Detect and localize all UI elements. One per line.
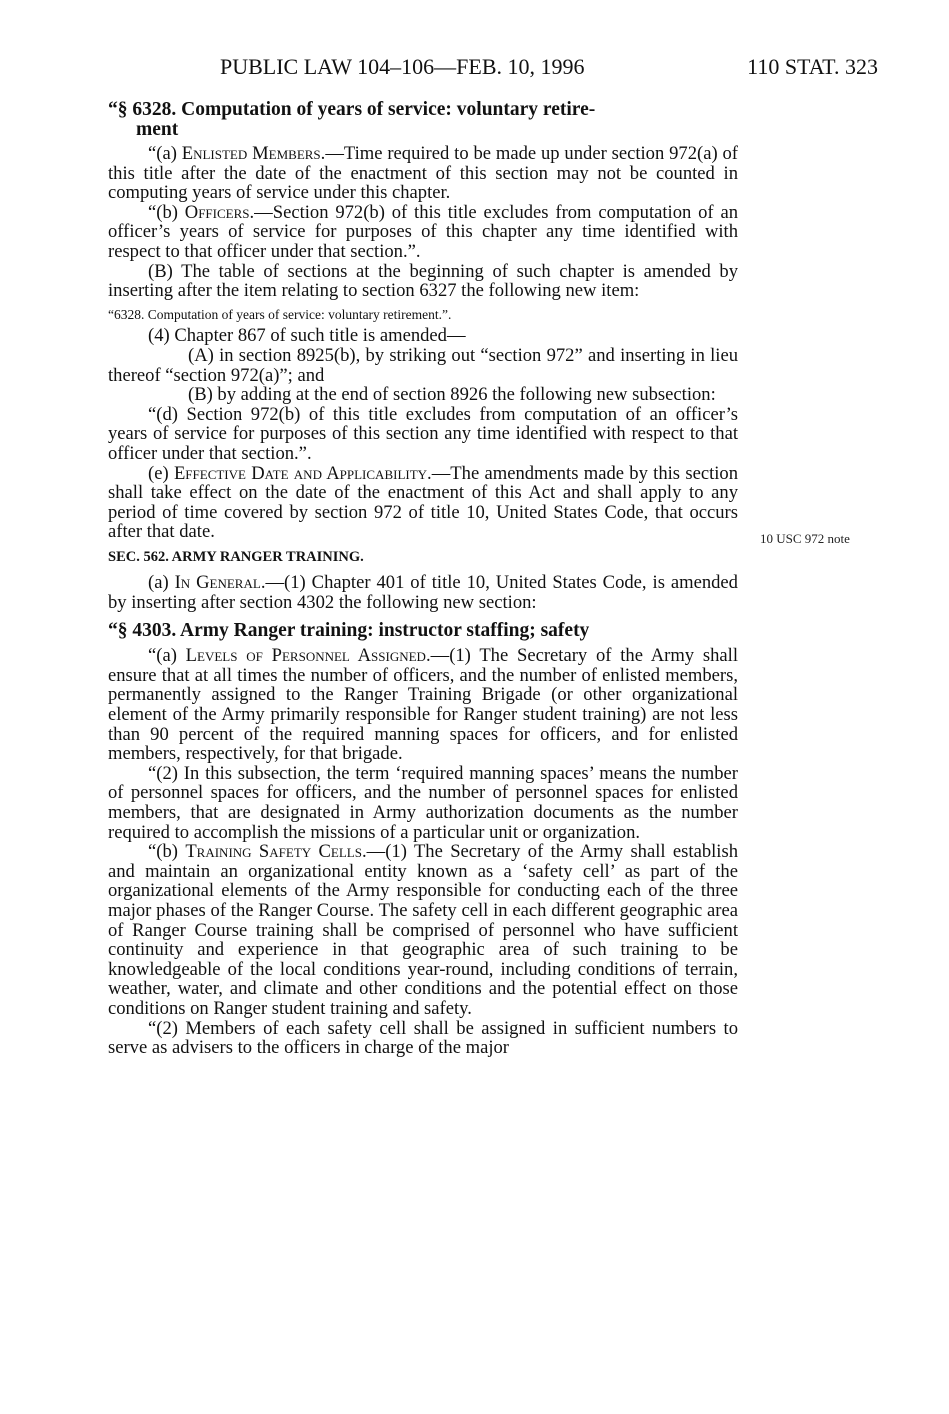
subsection-heading: Effective Date and Applicability (173, 462, 428, 484)
section-6328-heading (108, 100, 738, 140)
subsection-label: “(b) (148, 201, 185, 223)
subsection-label: (e) (148, 462, 174, 484)
subsection-b-officers (108, 203, 738, 262)
subsection-a-general (108, 573, 738, 612)
subsection-b-safety (108, 842, 738, 1018)
subsection-a-enlisted (108, 144, 738, 203)
subsection-heading: Enlisted Members (181, 143, 321, 164)
section-4303-heading: “§ 4303. Army Ranger training: instructor staffing; safety (108, 619, 590, 641)
subsection-label: “(b) (148, 841, 186, 863)
subsection-text: .—Time required to be made up under section 972(a) of this title after the date of the enactment of this section may not be counted in computing years of service under this chapter. (108, 143, 738, 204)
paragraph-4b: (B) by adding at the end of section 8926 the following new subsection: (188, 384, 716, 406)
table-item: “6328. Computation of years of service: voluntary retirement.”. (108, 306, 452, 322)
subsection-label: (a) (148, 572, 175, 594)
subsection-text: .—The amendments made by this section shall take effect on the date of the enactment of this Act and shall apply to any period of time covered by section 972 of title 10, United States Code, that occurs after that date. (108, 462, 739, 543)
section-6328-heading-line1: “§ 6328. Computation of years of service: voluntary retire- (108, 99, 596, 120)
subsection-label: “(a) (148, 645, 186, 667)
page-header (108, 54, 878, 84)
subsection-text: .—Section 972(b) of this title excludes from computation of an officer’s years of service for purposes of this chapter any time identified with respect to that officer under that section.”. (108, 201, 738, 262)
subsection-d: “(d) Section 972(b) of this title excludes from computation of an officer’s years of service for purposes of this section any time identified with respect to that officer under that section.”. (108, 403, 738, 464)
paragraph-4a: (A) in section 8925(b), by striking out “section 972” and inserting in lieu thereof “section 972(a)”; and (108, 344, 738, 386)
subsection-e-effective-date (108, 464, 738, 542)
paragraph-b-table: (B) The table of sections at the beginning of such chapter is amended by inserting after the item relating to section 6327 the following new item: (108, 260, 738, 302)
paragraph-a2: “(2) In this subsection, the term ‘required manning spaces’ means the number of personnel spaces for officers, and the number of personnel spaces for enlisted members, that are designated in Army authorization documents as the number required to accomplish the missions of a particular unit or organization. (108, 762, 738, 843)
stat-page-number: 110 STAT. 323 (747, 54, 878, 79)
body-text (108, 100, 738, 1058)
subsection-text: .—(1) Chapter 401 of title 10, United States Code, is amended by inserting after section 4302 the following new section: (108, 572, 738, 614)
public-law-title: PUBLIC LAW 104–106—FEB. 10, 1996 (220, 54, 585, 79)
subsection-heading: Training Safety Cells (185, 841, 362, 863)
margin-citation: 10 USC 972 note (760, 531, 850, 546)
paragraph-4: (4) Chapter 867 of such title is amended— (148, 325, 466, 347)
subsection-heading: Levels of Personnel Assigned (185, 645, 426, 667)
subsection-heading: Officers (184, 201, 250, 223)
subsection-text: .—(1) The Secretary of the Army shall ensure that at all times the number of officers, and the number of enlisted members, permanently assigned to the Ranger Training Brigade (or other organizational element of the Army primarily responsible for Ranger student training) are not less than 90 percent of the required manning spaces for officers, and for enlisted members, respectively, for that brigade. (108, 645, 738, 765)
subsection-label: “(a) (148, 143, 182, 164)
section-6328-heading-line2: ment (136, 119, 179, 140)
subsection-a-levels (108, 646, 738, 764)
subsection-heading: In General (174, 572, 261, 594)
subsection-text: .—(1) The Secretary of the Army shall establish and maintain an organizational entity known as a ‘safety cell’ as part of the organizational elements of the Army responsible for conducting each of the three major phases of the Ranger Course. The safety cell in each different geographic area of Ranger Course training shall be comprised of personnel who have sufficient continuity and experience in that geographic area of such training to be knowledgeable of the local conditions year-round, including conditions of terrain, weather, water, and climate and other conditions and the potential effect on those conditions on Ranger student training and safety. (108, 841, 738, 1019)
paragraph-b2: “(2) Members of each safety cell shall be assigned in sufficient numbers to serve as advisers to the officers in charge of the major (108, 1017, 738, 1059)
section-562-heading: SEC. 562. ARMY RANGER TRAINING. (108, 548, 364, 565)
